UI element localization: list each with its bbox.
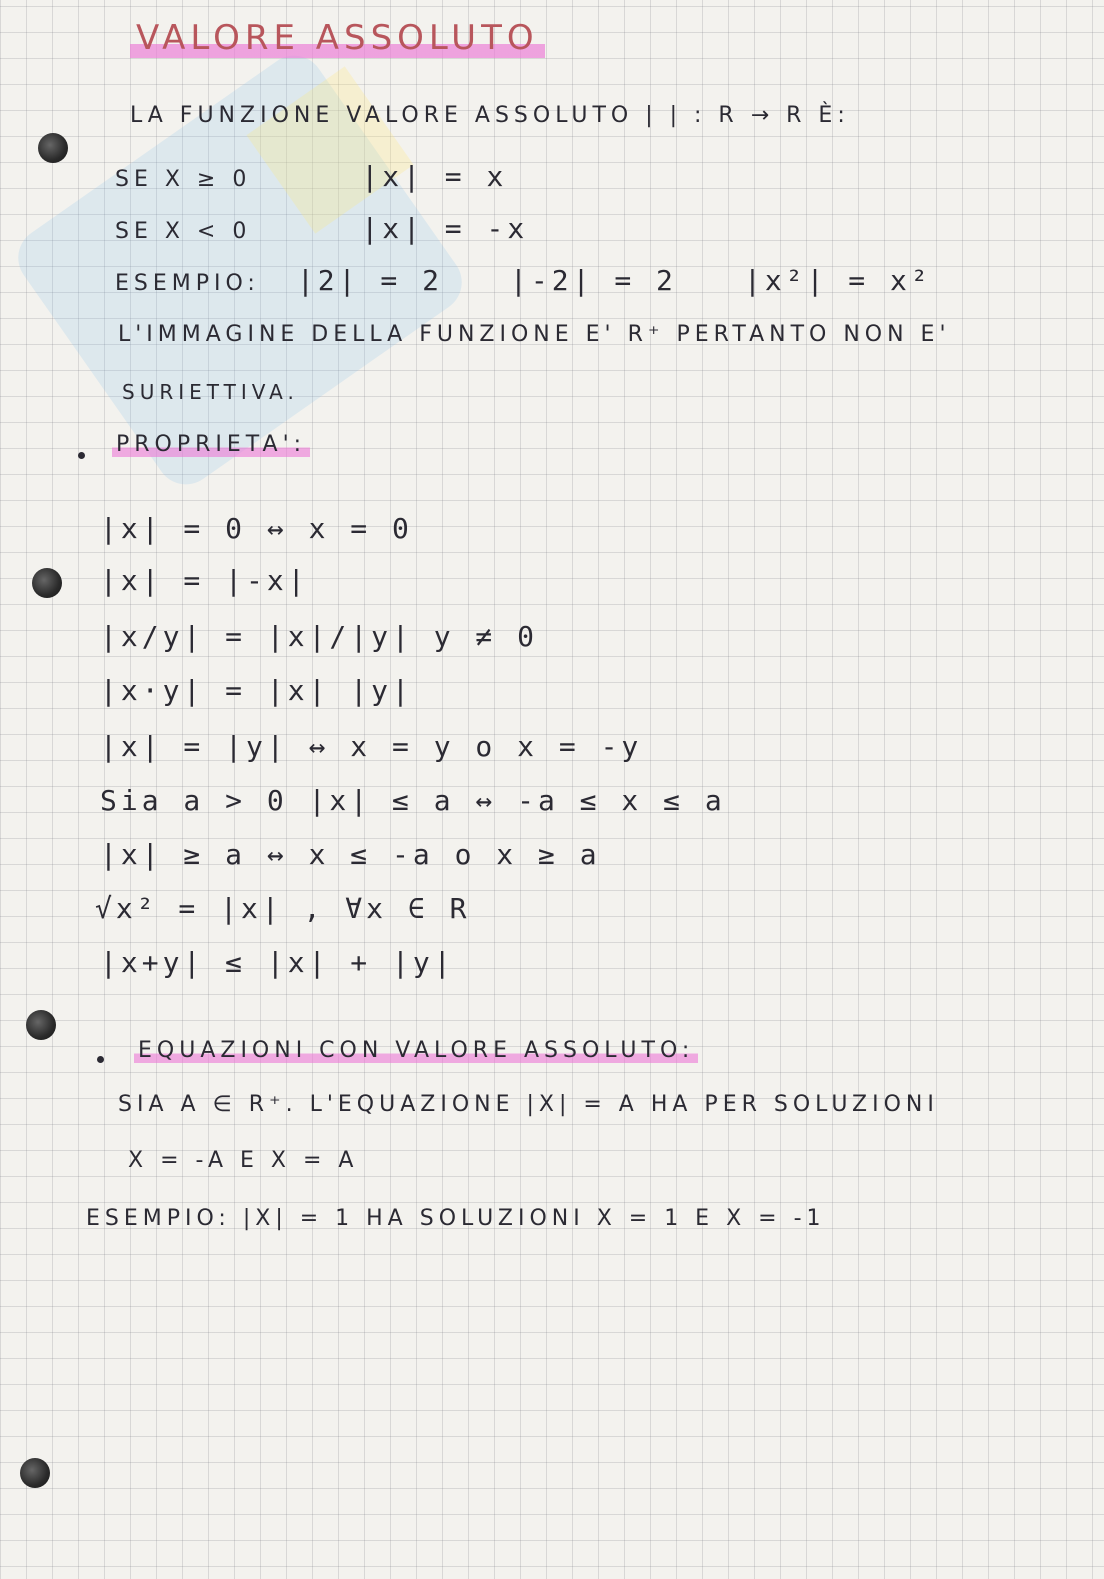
example-2: |-2| = 2	[510, 264, 677, 297]
equations-line-1: SIA A ∈ R⁺. L'EQUAZIONE |X| = A HA PER SOLUZIONI	[118, 1092, 939, 1117]
example-3: |x²| = x²	[744, 264, 932, 297]
case-positive	[115, 160, 507, 193]
property-5: |x| = |y| ↔ x = y o x = -y	[100, 730, 643, 763]
page-title: VALORE ASSOLUTO	[130, 18, 545, 58]
case-positive-value: |x| = x	[361, 160, 508, 193]
bullet	[97, 1056, 104, 1063]
image-line: L'IMMAGINE DELLA FUNZIONE E' R⁺ PERTANTO NON E'	[118, 322, 951, 347]
equations-line-2: X = -A E X = A	[128, 1148, 359, 1173]
property-7: |x| ≥ a ↔ x ≤ -a o x ≥ a	[100, 838, 601, 871]
examples-line	[115, 264, 932, 297]
equations-example: ESEMPIO: |X| = 1 HA SOLUZIONI X = 1 E X = -1	[86, 1206, 826, 1231]
case-negative-condition: SE X < 0	[115, 219, 252, 244]
property-1: |x| = 0 ↔ x = 0	[100, 512, 413, 545]
punch-hole	[26, 1010, 56, 1040]
properties-heading: PROPRIETA':	[112, 432, 310, 457]
case-positive-condition: SE X ≥ 0	[115, 167, 252, 192]
case-negative-value: |x| = -x	[361, 212, 529, 245]
equations-heading: EQUAZIONI CON VALORE ASSOLUTO:	[134, 1038, 698, 1063]
image-line-2: SURIETTIVA.	[122, 380, 299, 404]
property-3: |x/y| = |x|/|y| y ≠ 0	[100, 620, 539, 653]
property-2: |x| = |-x|	[100, 564, 309, 597]
intro-line: LA FUNZIONE VALORE ASSOLUTO | | : R → R È:	[130, 103, 850, 128]
punch-hole	[20, 1458, 50, 1488]
case-negative	[115, 212, 528, 245]
property-6: Sia a > 0 |x| ≤ a ↔ -a ≤ x ≤ a	[100, 784, 726, 817]
punch-hole	[32, 568, 62, 598]
property-9: |x+y| ≤ |x| + |y|	[100, 946, 455, 979]
property-4: |x·y| = |x| |y|	[100, 674, 413, 707]
punch-hole	[38, 133, 68, 163]
property-8: √x² = |x| , ∀x ∈ R	[95, 892, 471, 925]
example-1: |2| = 2	[296, 264, 443, 297]
bullet	[78, 452, 85, 459]
example-label: ESEMPIO:	[115, 271, 260, 296]
